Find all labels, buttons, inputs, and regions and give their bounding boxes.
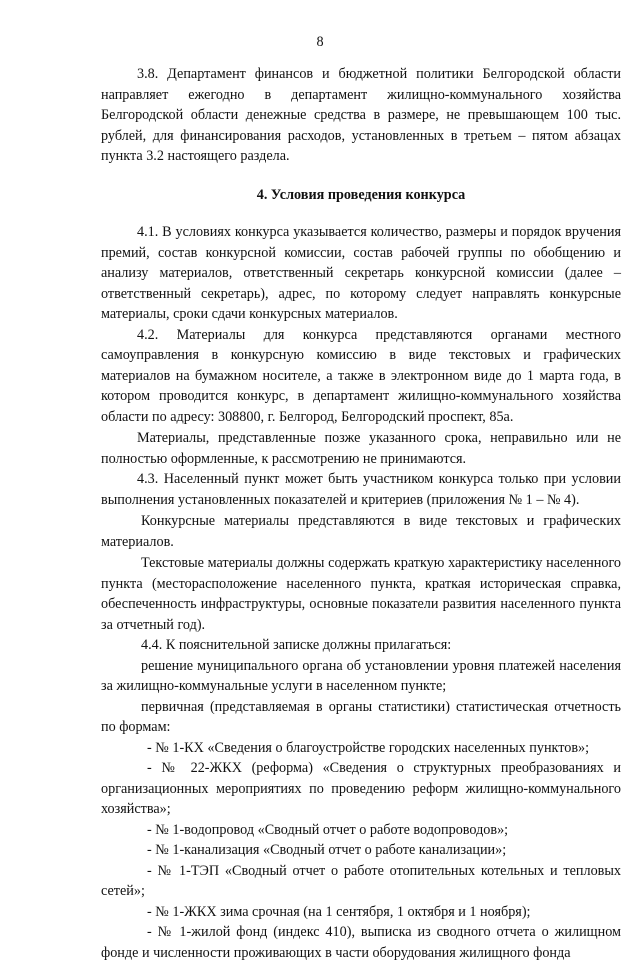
form-item-water: - № 1-водопровод «Сводный отчет о работе водопроводов»; xyxy=(147,821,509,838)
section-heading: 4. Условия проведения конкурса xyxy=(256,186,466,203)
paragraph-primary-reporting: первичная (представляемая в органы статистики) статистическая отчетность по формам: xyxy=(101,698,621,735)
form-item-1kh: - № 1-КХ «Сведения о благоустройстве городских населенных пунктов»; xyxy=(147,739,590,756)
form-item-winter: - № 1-ЖКХ зима срочная (на 1 сентября, 1 октября и 1 ноября); xyxy=(147,903,531,920)
paragraph-competition-materials: Конкурсные материалы представляются в виде текстовых и графических материалов. xyxy=(101,513,621,550)
page-number: 8 xyxy=(316,34,324,50)
form-item-tep: - № 1-ТЭП «Сводный отчет о работе отопительных котельных и тепловых сетей»; xyxy=(101,862,621,899)
paragraph-4-3: 4.3. Населенный пункт может быть участником конкурса только при условии выполнения установленных показателей и критериев (приложения № 1 – № 4). xyxy=(101,471,621,508)
paragraph-late-materials: Материалы, представленные позже указанного срока, неправильно или не полностью оформленные, к рассмотрению не принимаются. xyxy=(101,430,621,467)
form-item-sewage: - № 1-канализация «Сводный отчет о работе канализации»; xyxy=(147,842,507,858)
form-item-housing: - № 1-жилой фонд (индекс 410), выписка из сводного отчета о жилищном фонде и численности проживающих в части оборудования жилищного фонда xyxy=(101,924,621,961)
paragraph-decision: решение муниципального органа об установлении уровня платежей населения за жилищно-коммунальные услуги в населенном пункте; xyxy=(101,657,621,694)
paragraph-text-materials: Текстовые материалы должны содержать краткую характеристику населенного пункта (месторасположение населенного пункта, краткая историческая справка, обеспеченность инфраструктуры, основные показатели развития населенного пункта за отчетный год). xyxy=(101,555,621,633)
form-item-22zhkh: - № 22-ЖКХ (реформа) «Сведения о структурных преобразованиях и организационных мероприятиях по проведению реформ жилищно-коммунального хозяйства»; xyxy=(101,760,621,817)
paragraph-3-8: 3.8. Департамент финансов и бюджетной политики Белгородской области направляет ежегодно в департамент жилищно-коммунального хозяйства Белгородской области денежные средства в размере, не превышающем 100 тыс. рублей, для финансирования расходов, установленных в третьем – пятом абзацах пункта 3.2 настоящего раздела. xyxy=(101,66,621,164)
paragraph-4-1: 4.1. В условиях конкурса указывается количество, размеры и порядок вручения премий, состав конкурсной комиссии, состав рабочей группы по обобщению и анализу материалов, ответственный секретарь конкурсной комиссии (далее – ответственный секретарь), адрес, по которому следует направлять конкурсные материалы, сроки сдачи конкурсных материалов. xyxy=(101,224,621,322)
paragraph-4-2: 4.2. Материалы для конкурса представляются органами местного самоуправления в конкурсную комиссию в виде текстовых и графических материалов на бумажном носителе, а также в электронном виде до 1 марта года, в котором проводится конкурс, в департамент жилищно-коммунального хозяйства области по адресу: 308800, г. Белгород, Белгородский проспект, 85а. xyxy=(101,326,621,425)
page-content xyxy=(101,64,621,963)
paragraph-4-4: 4.4. К пояснительной записке должны прилагаться: xyxy=(141,637,452,653)
